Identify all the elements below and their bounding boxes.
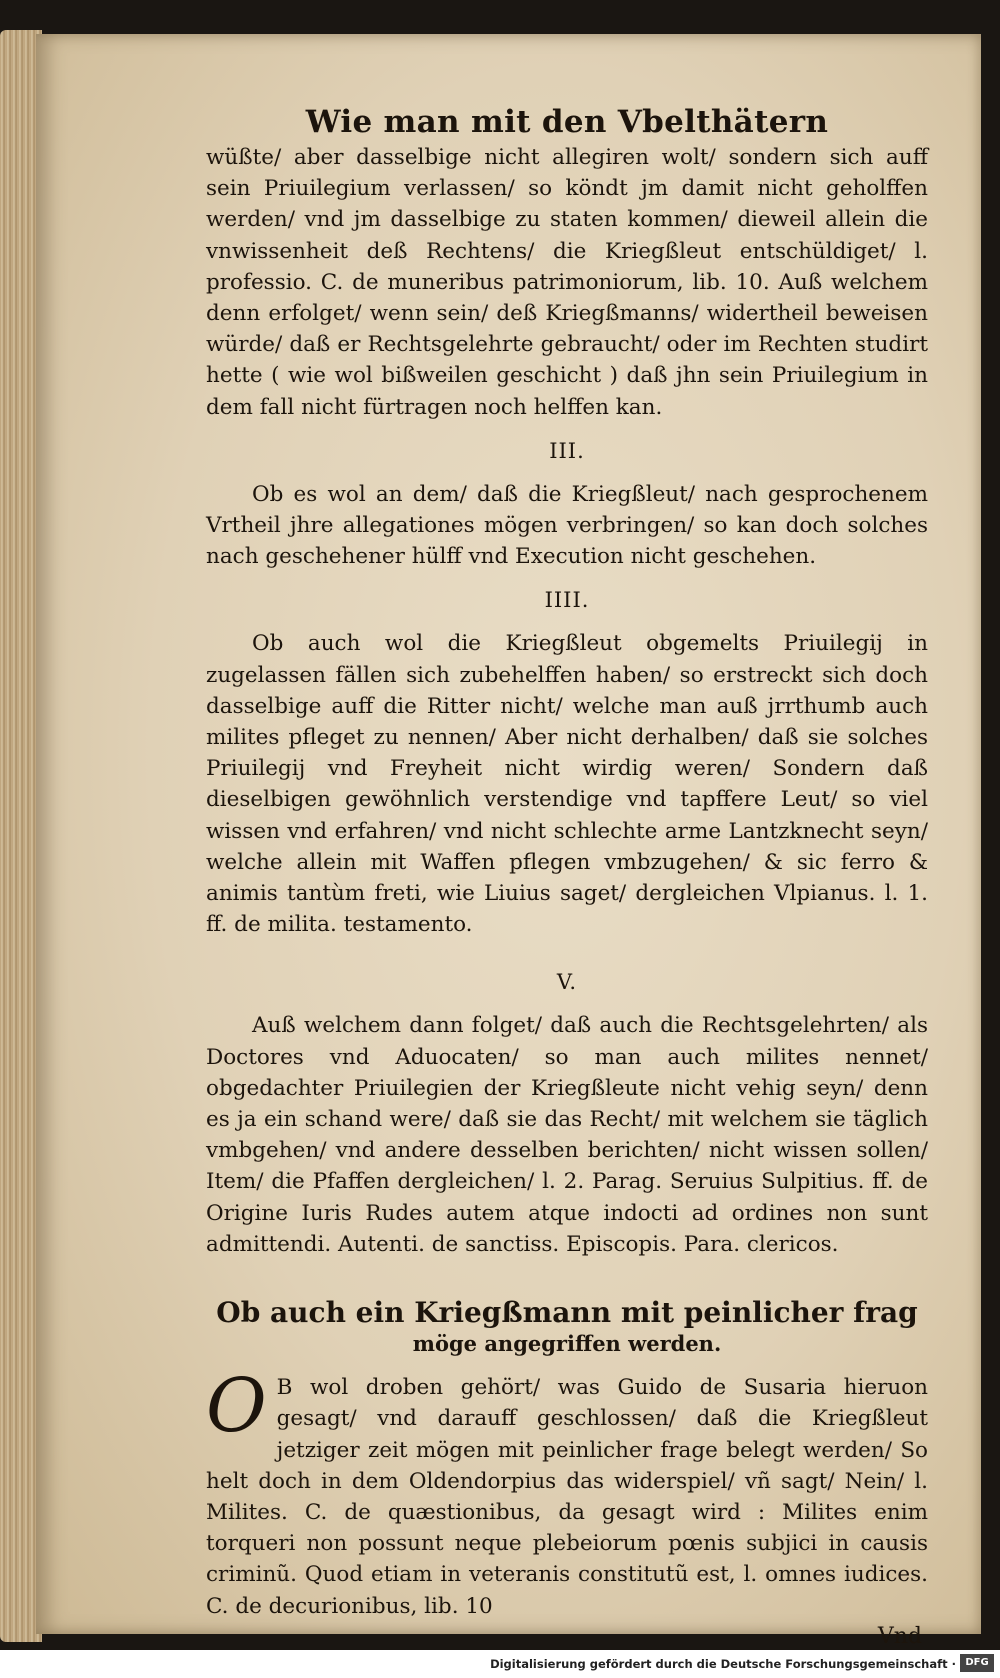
dfg-logo-icon: DFG [960, 1654, 994, 1672]
paragraph-continuation: wüßte/ aber dasselbige nicht allegiren wolt/ sondern sich auff sein Priuilegium verlassen/ so köndt jm damit nicht geholffen werden/ vnd jm dasselbige zu staten kommen/ dieweil allein die vnwissenheit deß Rechtens/ die Kriegßleut entschüldiget/ l. professio. C. de muneribus patrimoniorum, lib. 10. Auß welchem denn erfolget/ wenn sein/ deß Kriegßmanns/ widertheil beweisen würde/ daß er Rechtsgelehrte gebraucht/ oder im Rechten studirt hette ( wie wol bißweilen geschicht ) daß jhn sein Priuilegium in dem fall nicht fürtragen noch helffen kan. [206, 145, 928, 420]
chapter-subheading: möge angegriffen werden. [412, 1331, 722, 1357]
drop-cap-initial: O [206, 1363, 267, 1450]
footer-funding-note: Digitalisierung gefördert durch die Deutsche Forschungsgemeinschaft · [490, 1657, 956, 1671]
paragraph-chapter-body [206, 1363, 928, 1622]
chapter-body-text: B wol droben gehört/ was Guido de Susaria hieruon gesagt/ vnd darauff geschlossen/ daß die Kriegßleut jetziger zeit mögen mit peinlicher frage belegt werden/ So helt doch in dem Oldendorpius das widerspiel/ vñ sagt/ Nein/ l. Milites. C. de quæstionibus, da gesagt wird : Milites enim torqueri non possunt neque plebeiorum pœnis subjici in causis criminũ. Quod etiam in veteranis constitutũ est, l. omnes iudices. C. de decurionibus, lib. 10 [206, 1375, 928, 1619]
paragraph-section-3: Ob es wol an dem/ daß die Kriegßleut/ nach gesprochenem Vrtheil jhre allegationes mögen verbringen/ so kan doch solches nach geschehener hülff vnd Execution nicht geschehen. [206, 481, 928, 570]
running-head: Wie man mit den Vbelthätern [305, 104, 829, 140]
page-text-block [206, 104, 928, 1649]
book-page [36, 34, 981, 1649]
section-number-3: III. [549, 438, 585, 463]
catchword: Vnd [877, 1623, 922, 1649]
chapter-heading: Ob auch ein Kriegßmann mit peinlicher frag [216, 1296, 918, 1330]
section-number-5: V. [556, 970, 578, 995]
paragraph-section-4: Ob auch wol die Kriegßleut obgemelts Priuilegij in zugelassen fällen sich zubehelffen haben/ so erstreckt sich doch dasselbige auff die Ritter nicht/ welche man auß jrrthumb auch milites pfleget zu nennen/ Aber nicht derhalben/ daß sie solches Priuilegij vnd Freyheit nicht wirdig weren/ Sondern daß dieselbigen gewöhnlich verstendige vnd tapffere Leut/ so viel wissen vnd erfahren/ vnd nicht schlechte arme Lantzknecht seyn/ welche allein mit Waffen pflegen vmbzugehen/ & sic ferro & animis tantùm freti, wie Liuius saget/ dergleichen Vlpianus. l. 1. ff. de milita. testamento. [206, 631, 928, 938]
section-number-4: IIII. [544, 588, 590, 613]
paragraph-section-5: Auß welchem dann folget/ daß auch die Rechtsgelehrten/ als Doctores vnd Aduocaten/ so man auch milites nennet/ obgedachter Priuilegien der Kriegßleute nicht vehig seyn/ denn es ja ein schand were/ daß sie das Recht/ mit welchem sie täglich vmbgehen/ vnd andere desselben berichten/ nicht wissen sollen/ Item/ die Pfaffen dergleichen/ l. 2. Parag. Seruius Sulpitius. ff. de Origine Iuris Rudes autem atque indocti ad ordines non sunt admittendi. Autenti. de sanctiss. Episcopis. Para. clericos. [206, 1013, 928, 1257]
